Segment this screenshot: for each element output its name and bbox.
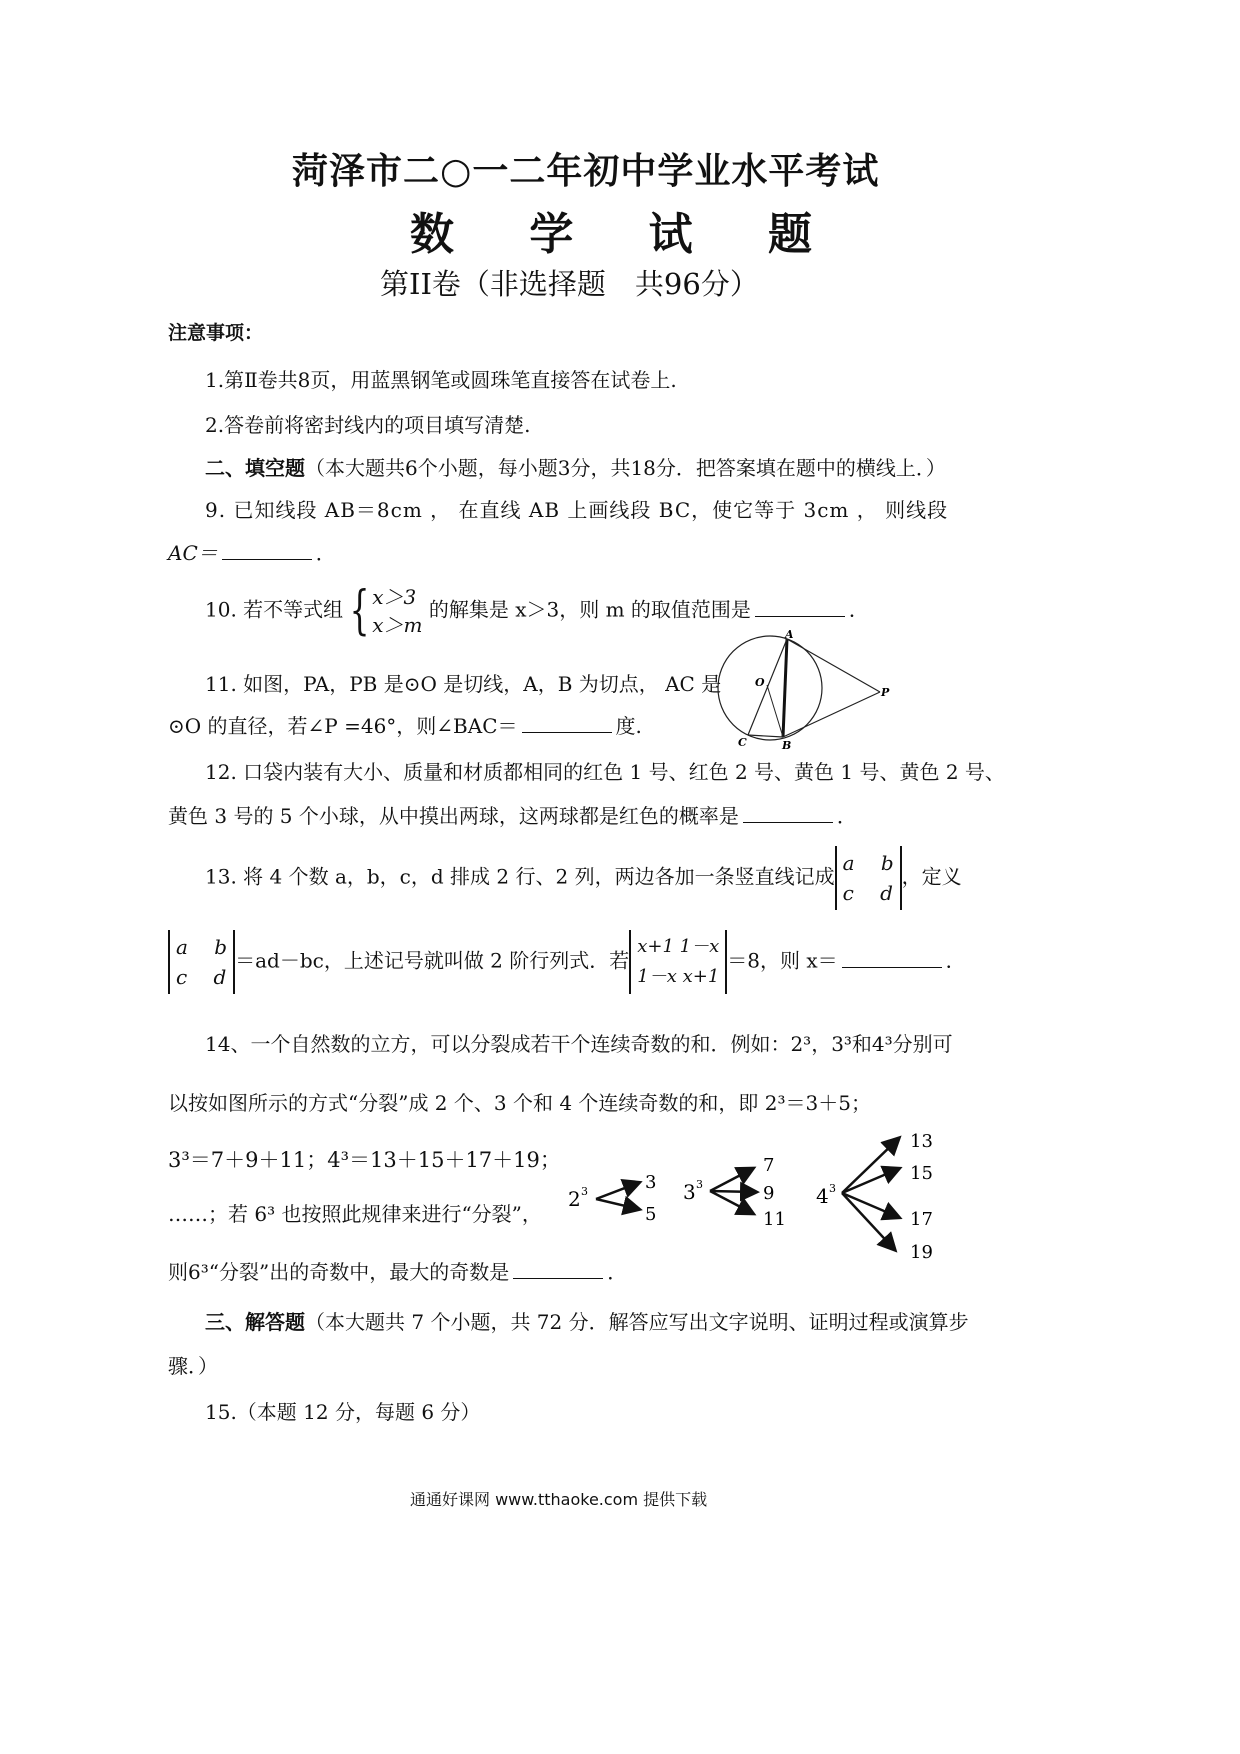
q10-suffix: 的解集是 x＞3，则 m 的取值范围是: [428, 597, 751, 622]
q14-line2: 以按如图所示的方式“分裂”成 2 个、3 个和 4 个连续奇数的和，即 2³＝3＋5；: [168, 1091, 871, 1115]
g3-arrow-4: [842, 1193, 894, 1249]
label-a: A: [785, 630, 794, 641]
g1-arrow-2: [596, 1199, 638, 1209]
determinant-x: [629, 930, 727, 994]
g3-arrow-2: [842, 1169, 898, 1193]
q14-line1: 14、一个自然数的立方，可以分裂成若干个连续奇数的和．例如：2³，3³和4³分别可: [205, 1032, 953, 1056]
q9-line2-prefix: AC＝: [168, 541, 218, 565]
section3-header: [205, 1306, 969, 1335]
section3-desc-line1: （本大题共 7 个小题，共 72 分．解答应写出文字说明、证明过程或演算步: [305, 1310, 969, 1334]
q14-line4: ……；若 6³ 也按照此规律来进行“分裂”，: [168, 1202, 542, 1226]
q13-line2: a b c d ＝ad－bc，上述记号就叫做 2 阶行列式．若 x+1 1－x 1－x x+1 ＝8，则 x＝ ．: [168, 930, 966, 994]
g3-arrow-3: [842, 1193, 898, 1217]
note-item-1: 1.第Ⅱ卷共8页，用蓝黑钢笔或圆珠笔直接答在试卷上.: [205, 368, 677, 392]
q12-line2: 黄色 3 号的 5 个小球，从中摸出两球，这两球都是红色的概率是 ．: [168, 804, 857, 828]
tangent-pb: [783, 692, 880, 737]
g3-exp: 3: [829, 1182, 836, 1195]
g2-exp: 3: [696, 1178, 703, 1191]
q14-line5-prefix: 则6³“分裂”出的奇数中，最大的奇数是: [168, 1260, 510, 1284]
q10-answer-blank[interactable]: [755, 615, 845, 617]
g3-num-3: 17: [910, 1209, 933, 1230]
q14-split-figure: [560, 1125, 960, 1275]
q10-sys2: x＞m: [372, 613, 423, 637]
g3-num-4: 19: [910, 1242, 933, 1263]
q10-system: [372, 583, 422, 639]
circle-o-shape: [718, 636, 822, 740]
label-b: B: [782, 739, 792, 750]
notes-heading: 注意事项：: [168, 322, 264, 344]
q12-answer-blank[interactable]: [743, 821, 833, 823]
q13-line1-prefix: 13. 将 4 个数 a，b，c，d 排成 2 行、2 列，两边各加一条竖直线记成: [205, 864, 835, 889]
q11-circle-figure: [705, 630, 905, 750]
q11-answer-blank[interactable]: [522, 731, 612, 733]
page-footer: 通通好课网 www.tthaoke.com 提供下载: [410, 1490, 708, 1509]
q14-answer-blank[interactable]: [513, 1277, 603, 1279]
section2-desc: （本大题共6个小题，每小题3分，共18分．把答案填在题中的横线上．）: [305, 456, 946, 480]
section2-heading: 二、填空题: [205, 456, 305, 480]
q11-line2-suffix: 度.: [615, 714, 642, 738]
g1-num-1: 3: [645, 1172, 657, 1193]
q9-answer-blank[interactable]: [222, 558, 312, 560]
q10-prefix: 10. 若不等式组: [205, 597, 344, 622]
q9-line2: AC＝ ．: [168, 541, 336, 565]
q14-line3: 3³＝7＋9＋11；4³＝13＋15＋17＋19；: [168, 1148, 561, 1172]
detx-row1: x+1 1－x: [637, 936, 720, 957]
g1-num-2: 5: [645, 1204, 657, 1225]
subject-title: 数 学 试 题: [410, 209, 842, 260]
g1-base: 2: [568, 1187, 581, 1211]
g2-base: 3: [683, 1180, 696, 1204]
section3-heading: 三、解答题: [205, 1310, 305, 1334]
section2-header: [205, 452, 946, 481]
g1-exp: 3: [581, 1185, 588, 1198]
g3-base: 4: [816, 1184, 829, 1208]
g1-arrow-1: [596, 1183, 638, 1199]
determinant-abcd: [835, 846, 902, 910]
det2-row1: a b: [176, 935, 228, 959]
q13-line1: [205, 846, 962, 910]
label-c: C: [738, 736, 747, 749]
radius-ob: [767, 685, 783, 737]
detx-row2: 1－x x+1: [637, 966, 720, 987]
section3-desc-line2: 骤．）: [168, 1354, 218, 1378]
left-brace-icon: {: [349, 581, 370, 641]
q10: 10. 若不等式组 { x＞3 x＞m 的解集是 x＞3，则 m 的取值范围是 ．: [205, 581, 869, 641]
g2-num-2: 9: [763, 1183, 775, 1204]
g3-num-1: 13: [910, 1131, 933, 1152]
q13-line2-mid: ＝ad－bc，上述记号就叫做 2 阶行列式．若: [235, 948, 630, 973]
part-title: 第II卷（非选择题 共96分）: [380, 267, 759, 301]
q10-sys1: x＞3: [372, 585, 417, 609]
g2-arrow-3: [710, 1191, 752, 1213]
exam-title: 菏泽市二○一二年初中学业水平考试: [292, 151, 880, 192]
q15-heading: 15.（本题 12 分，每题 6 分）: [205, 1400, 481, 1424]
chord-ab: [783, 639, 787, 737]
q11-line1: 11. 如图，PA，PB 是⊙O 是切线，A，B 为切点， AC 是: [205, 672, 722, 696]
g2-arrow-2: [710, 1191, 755, 1192]
q9-line1: 9. 已知线段 AB＝8cm ， 在直线 AB 上画线段 BC，使它等于 3cm ， 则线段: [205, 498, 949, 522]
determinant-abcd-2: [168, 930, 235, 994]
q13-line2-suffix: ＝8，则 x＝: [727, 948, 838, 973]
q13-answer-blank[interactable]: [842, 966, 942, 968]
q13-line1-suffix: ，定义: [901, 864, 962, 889]
det-row1: a b: [842, 851, 894, 875]
note-item-2: 2.答卷前将密封线内的项目填写清楚.: [205, 413, 531, 437]
det2-row2: c d: [176, 965, 227, 989]
label-o: O: [755, 676, 765, 689]
g2-arrow-1: [710, 1169, 752, 1191]
q12-line1: 12. 口袋内装有大小、质量和材质都相同的红色 1 号、红色 2 号、黄色 1 号、黄色 2 号、: [205, 760, 1005, 784]
g2-num-1: 7: [763, 1155, 775, 1176]
q11-line2-prefix: ⊙O 的直径，若∠P =46°，则∠BAC＝: [168, 714, 518, 738]
q11-line2: [168, 710, 642, 739]
g3-arrow-1: [842, 1139, 898, 1193]
label-p: P: [881, 686, 890, 699]
g3-num-2: 15: [910, 1163, 933, 1184]
det-row2: c d: [842, 881, 893, 905]
q12-line2-prefix: 黄色 3 号的 5 个小球，从中摸出两球，这两球都是红色的概率是: [168, 804, 739, 828]
q14-line5: 则6³“分裂”出的奇数中，最大的奇数是 ．: [168, 1260, 628, 1284]
g2-num-3: 11: [763, 1209, 786, 1230]
tangent-pa: [787, 639, 880, 692]
